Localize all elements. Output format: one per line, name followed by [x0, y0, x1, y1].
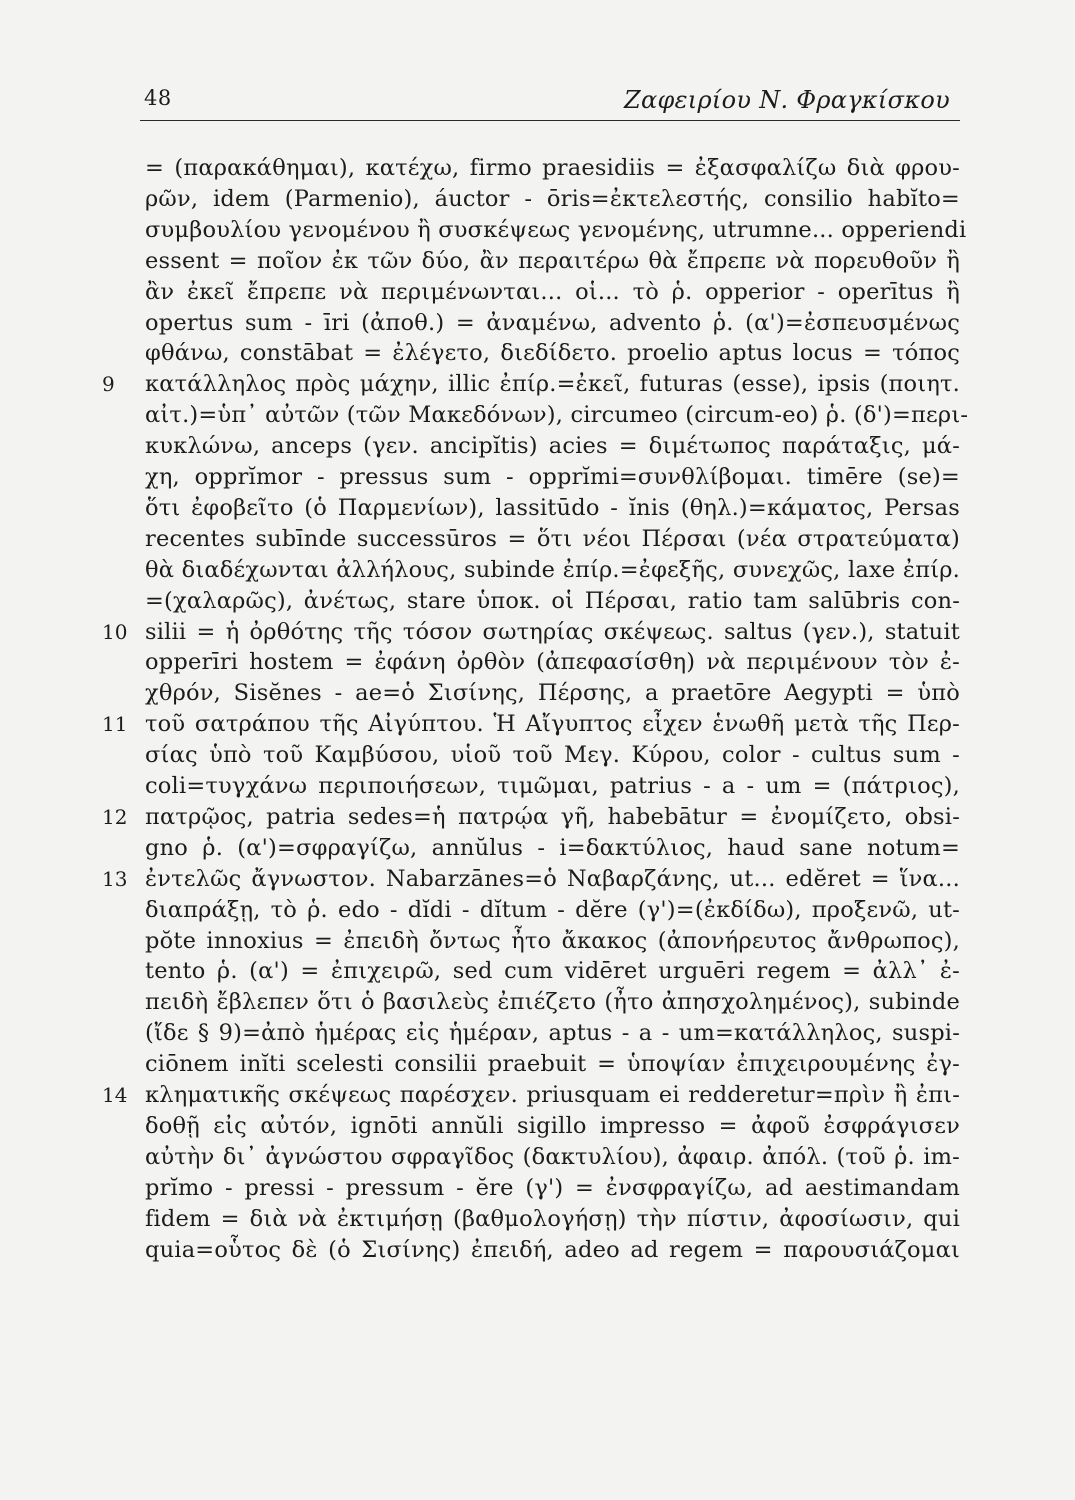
text-line: πειδὴ ἔβλεπεν ὅτι ὁ βασιλεὺς ἐπιέζετο (ἦτο ἀπησχολημένος), subinde	[145, 989, 960, 1016]
text-line: σίας ὑπὸ τοῦ Καμβύσου, υἱοῦ τοῦ Μεγ. Κύρου, color - cultus sum -	[145, 742, 960, 769]
text-line: recentes subīnde successūros = ὅτι νέοι Πέρσαι (νέα στρατεύματα)	[145, 525, 960, 552]
text-line: αὐτὴν δι᾽ ἀγνώστου σφραγῖδος (δακτυλίου), ἀφαιρ. ἀπόλ. (τοῦ ῥ. im-	[145, 1143, 960, 1170]
text-line: opperīri hostem = ἐφάνη ὀρθὸν (ἀπεφασίσθη) νὰ περιμένουν τὸν ἐ-	[145, 649, 960, 676]
text-line: κατάλληλος πρὸς μάχην, illic ἐπίρ.=ἐκεῖ, futuras (esse), ipsis (ποιητ.	[145, 371, 960, 398]
text-line: ἂν ἐκεῖ ἔπρεπε νὰ περιμένωνται... οἱ... τὸ ῥ. opperior - operītus ἢ	[145, 278, 960, 305]
text-line: δοθῇ εἰς αὐτόν, ignōti annŭli sigillo impresso = ἀφοῦ ἐσφράγισεν	[145, 1112, 960, 1139]
text-line: συμβουλίου γενομένου ἢ συσκέψεως γενομένης, utrumne... opperiendi	[145, 216, 967, 243]
text-line: χθρόν, Sisĕnes - ae=ὁ Σισίνης, Πέρσης, a praetōre Aegypti = ὑπὸ	[145, 680, 960, 707]
section-number: 10	[102, 619, 128, 644]
text-line: ρῶν, idem (Parmenio), áuctor - ōris=ἐκτελεστής, consilio habĭto=	[145, 185, 960, 212]
text-line: =(χαλαρῶς), ἀνέτως, stare ὑποκ. οἱ Πέρσαι, ratio tam salūbris con-	[145, 587, 960, 614]
section-number: 14	[102, 1083, 128, 1107]
text-line: διαπράξῃ, τὸ ῥ. edo - dĭdi - dĭtum - dĕre (γ')=(ἐκδίδω), προξενῶ, ut-	[145, 896, 960, 923]
text-line: κληματικῆς σκέψεως παρέσχεν. priusquam ei redderetur=πρὶν ἢ ἐπι-	[145, 1082, 960, 1108]
text-line: ciōnem inĭti scelesti consilii praebuit = ὑποψίαν ἐπιχειρουμένης ἐγ-	[145, 1051, 960, 1078]
text-line: χη, opprĭmor - pressus sum - opprĭmi=συνθλίβομαι. timēre (se)=	[145, 464, 960, 490]
text-line: ὅτι ἐφοβεῖτο (ὁ Παρμενίων), lassitūdo - ĭnis (θηλ.)=κάματος, Persas	[145, 494, 960, 521]
text-line: = (παρακάθημαι), κατέχω, firmo praesidiis = ἐξασφαλίζω διὰ φρου-	[145, 155, 960, 181]
section-number: 13	[102, 866, 128, 891]
text-line: opertus sum - īri (ἀποθ.) = ἀναμένω, advento ῥ. (α')=ἐσπευσμένως	[145, 309, 960, 336]
text-line: prĭmo - pressi - pressum - ĕre (γ') = ἐνσφραγίζω, ad aestimandam	[145, 1174, 960, 1201]
text-line: κυκλώνω, anceps (γεν. ancipĭtis) acies = διμέτωπος παράταξις, μά-	[145, 433, 960, 460]
page-number: 48	[144, 86, 172, 110]
text-line: fidem = διὰ νὰ ἐκτιμήσῃ (βαθμολογήσῃ) τὴν πίστιν, ἀφοσίωσιν, qui	[145, 1205, 960, 1232]
text-line: θὰ διαδέχωνται ἀλλήλους, subinde ἐπίρ.=ἐφεξῆς, συνεχῶς, laxe ἐπίρ.	[145, 556, 960, 583]
text-line: τοῦ σατράπου τῆς Αἰγύπτου. Ἡ Αἴγυπτος εἶχεν ἑνωθῆ μετὰ τῆς Περ-	[145, 711, 960, 738]
text-line: essent = ποῖον ἐκ τῶν δύο, ἂν περαιτέρω θὰ ἔπρεπε νὰ πορευθοῦν ἢ	[145, 247, 960, 274]
running-head: Ζαφειρίου Ν. Φραγκίσκου	[624, 86, 950, 114]
text-line: coli=τυγχάνω περιποιήσεων, τιμῶμαι, patrius - a - um = (πάτριος),	[145, 773, 960, 799]
text-line: silii = ἡ ὀρθότης τῆς τόσον σωτηρίας σκέψεως. saltus (γεν.), statuit	[145, 618, 960, 645]
text-line: quia=οὗτος δὲ (ὁ Σισίνης) ἐπειδή, adeo ad regem = παρουσιάζομαι	[145, 1236, 960, 1263]
section-number: 11	[102, 712, 128, 737]
text-line: pŏte innoxius = ἐπειδὴ ὄντως ἦτο ἄκακος (ἀπονήρευτος ἄνθρωπος),	[145, 927, 960, 954]
text-line: tento ῥ. (α') = ἐπιχειρῶ, sed cum vidēret urguēri regem = ἀλλ᾽ ἐ-	[145, 958, 960, 985]
text-line: φθάνω, constābat = ἐλέγετο, διεδίδετο. proelio aptus locus = τόπος	[145, 340, 960, 367]
page-header	[140, 80, 960, 121]
section-number: 12	[102, 804, 128, 829]
text-line: αἰτ.)=ὑπ᾽ αὐτῶν (τῶν Μακεδόνων), circumeo (circum-eo) ῥ. (δ')=περι-	[145, 402, 969, 429]
text-line: ἐντελῶς ἄγνωστον. Nabarzānes=ὁ Ναβαρζάνης, ut... edĕret = ἵνα...	[145, 865, 960, 892]
section-number: 9	[102, 372, 115, 397]
text-line: (ἴδε § 9)=ἀπὸ ἡμέρας εἰς ἡμέραν, aptus - a - um=κατάλληλος, suspi-	[145, 1020, 960, 1047]
text-line: gno ῥ. (α')=σφραγίζω, annŭlus - i=δακτύλιος, haud sane notum=	[145, 834, 960, 861]
text-line: πατρῷος, patria sedes=ἡ πατρῴα γῆ, habebātur = ἐνομίζετο, obsi-	[145, 803, 960, 830]
